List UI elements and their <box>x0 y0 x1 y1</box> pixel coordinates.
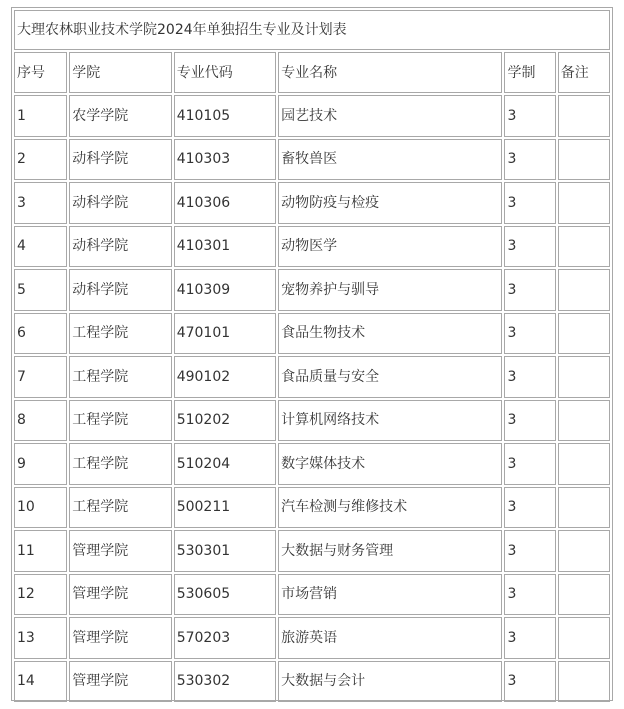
cell-major-code: 410105 <box>174 95 276 137</box>
cell-index: 12 <box>14 574 67 616</box>
table-row <box>14 574 610 616</box>
cell-major-code: 490102 <box>174 356 276 398</box>
table-row <box>14 617 610 659</box>
table-row <box>14 443 610 485</box>
cell-duration: 3 <box>504 269 555 311</box>
cell-note <box>558 356 610 398</box>
cell-college: 动科学院 <box>69 226 171 268</box>
cell-duration: 3 <box>504 182 555 224</box>
cell-major-name: 旅游英语 <box>278 617 502 659</box>
cell-major-name: 动物防疫与检疫 <box>278 182 502 224</box>
cell-major-code: 500211 <box>174 487 276 529</box>
cell-duration: 3 <box>504 313 555 355</box>
cell-major-name: 市场营销 <box>278 574 502 616</box>
cell-note <box>558 574 610 616</box>
cell-college: 工程学院 <box>69 400 171 442</box>
cell-index: 14 <box>14 661 67 703</box>
cell-college: 工程学院 <box>69 313 171 355</box>
table-row <box>14 226 610 268</box>
cell-college: 工程学院 <box>69 356 171 398</box>
table-row <box>14 139 610 181</box>
table-title: 大理农林职业技术学院2024年单独招生专业及计划表 <box>14 10 610 50</box>
cell-duration: 3 <box>504 356 555 398</box>
cell-college: 管理学院 <box>69 530 171 572</box>
cell-duration: 3 <box>504 617 555 659</box>
cell-duration: 3 <box>504 400 555 442</box>
cell-major-code: 510202 <box>174 400 276 442</box>
cell-college: 管理学院 <box>69 661 171 703</box>
cell-college: 工程学院 <box>69 487 171 529</box>
cell-major-name: 动物医学 <box>278 226 502 268</box>
table-row <box>14 356 610 398</box>
cell-duration: 3 <box>504 226 555 268</box>
cell-duration: 3 <box>504 661 555 703</box>
cell-index: 1 <box>14 95 67 137</box>
cell-index: 9 <box>14 443 67 485</box>
cell-index: 8 <box>14 400 67 442</box>
cell-college: 动科学院 <box>69 269 171 311</box>
cell-major-code: 570203 <box>174 617 276 659</box>
cell-major-name: 食品质量与安全 <box>278 356 502 398</box>
cell-note <box>558 443 610 485</box>
header-college: 学院 <box>69 52 171 93</box>
cell-major-name: 食品生物技术 <box>278 313 502 355</box>
cell-index: 10 <box>14 487 67 529</box>
cell-index: 4 <box>14 226 67 268</box>
cell-major-name: 大数据与财务管理 <box>278 530 502 572</box>
cell-note <box>558 269 610 311</box>
header-major-name: 专业名称 <box>278 52 502 93</box>
enrollment-plan-table-frame <box>11 7 613 701</box>
cell-note <box>558 226 610 268</box>
cell-index: 11 <box>14 530 67 572</box>
cell-duration: 3 <box>504 574 555 616</box>
cell-major-code: 470101 <box>174 313 276 355</box>
cell-note <box>558 661 610 703</box>
header-major-code: 专业代码 <box>174 52 276 93</box>
cell-major-name: 宠物养护与驯导 <box>278 269 502 311</box>
cell-duration: 3 <box>504 443 555 485</box>
cell-note <box>558 400 610 442</box>
cell-major-code: 530302 <box>174 661 276 703</box>
table-row <box>14 182 610 224</box>
title-row <box>14 10 610 50</box>
table-row <box>14 487 610 529</box>
cell-duration: 3 <box>504 139 555 181</box>
cell-note <box>558 530 610 572</box>
cell-index: 3 <box>14 182 67 224</box>
cell-major-name: 计算机网络技术 <box>278 400 502 442</box>
cell-note <box>558 95 610 137</box>
table-row <box>14 269 610 311</box>
cell-index: 13 <box>14 617 67 659</box>
cell-index: 5 <box>14 269 67 311</box>
header-row <box>14 52 610 93</box>
cell-index: 6 <box>14 313 67 355</box>
cell-duration: 3 <box>504 487 555 529</box>
header-note: 备注 <box>558 52 610 93</box>
cell-note <box>558 313 610 355</box>
cell-college: 动科学院 <box>69 182 171 224</box>
table-row <box>14 95 610 137</box>
cell-duration: 3 <box>504 530 555 572</box>
cell-major-code: 510204 <box>174 443 276 485</box>
cell-major-name: 畜牧兽医 <box>278 139 502 181</box>
cell-major-code: 410301 <box>174 226 276 268</box>
cell-note <box>558 139 610 181</box>
cell-major-code: 530301 <box>174 530 276 572</box>
cell-major-name: 汽车检测与维修技术 <box>278 487 502 529</box>
cell-note <box>558 182 610 224</box>
cell-major-code: 410309 <box>174 269 276 311</box>
cell-major-name: 园艺技术 <box>278 95 502 137</box>
table-row <box>14 313 610 355</box>
cell-major-name: 大数据与会计 <box>278 661 502 703</box>
enrollment-plan-table <box>12 8 612 704</box>
cell-college: 动科学院 <box>69 139 171 181</box>
cell-note <box>558 617 610 659</box>
table-row <box>14 661 610 703</box>
header-duration: 学制 <box>504 52 555 93</box>
cell-major-code: 410306 <box>174 182 276 224</box>
cell-major-name: 数字媒体技术 <box>278 443 502 485</box>
table-row <box>14 530 610 572</box>
cell-college: 工程学院 <box>69 443 171 485</box>
cell-college: 管理学院 <box>69 617 171 659</box>
cell-duration: 3 <box>504 95 555 137</box>
cell-index: 2 <box>14 139 67 181</box>
cell-college: 管理学院 <box>69 574 171 616</box>
cell-major-code: 530605 <box>174 574 276 616</box>
cell-major-code: 410303 <box>174 139 276 181</box>
cell-college: 农学学院 <box>69 95 171 137</box>
cell-note <box>558 487 610 529</box>
table-row <box>14 400 610 442</box>
cell-index: 7 <box>14 356 67 398</box>
header-index: 序号 <box>14 52 67 93</box>
